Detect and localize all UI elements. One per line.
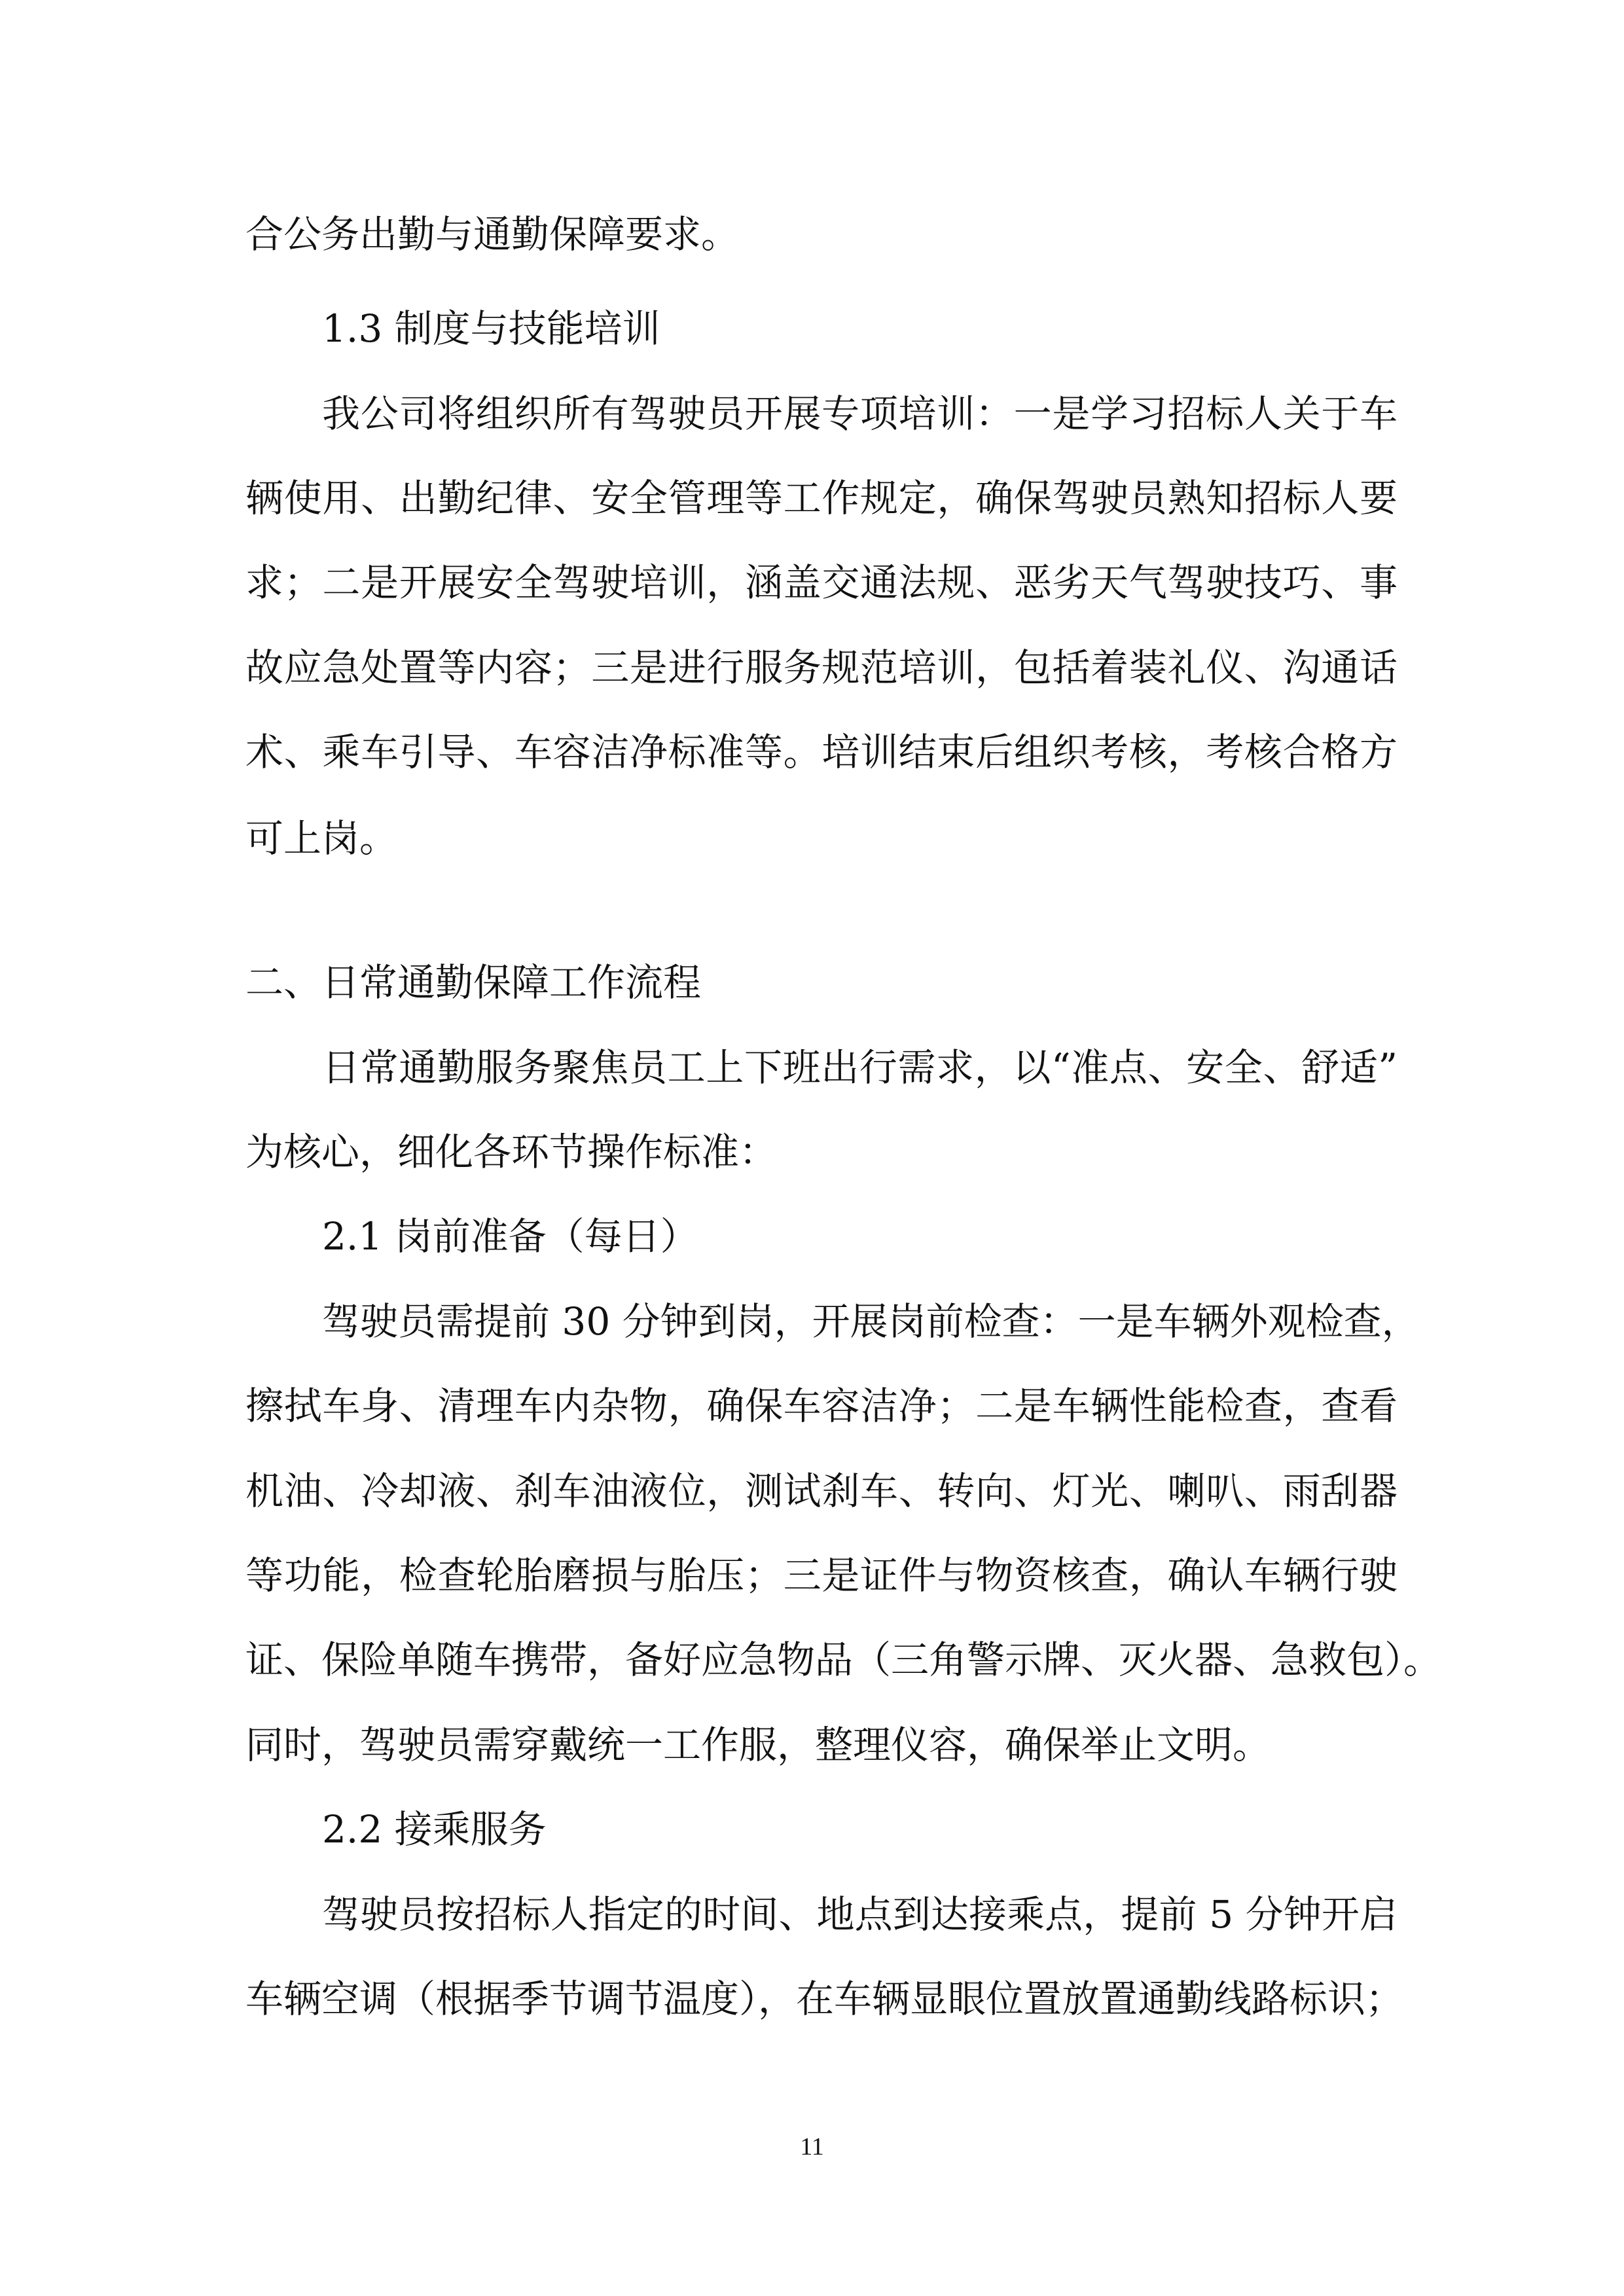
paragraph-line: 我公司将组织所有驾驶员开展专项培训：一是学习招标人关于车 — [322, 391, 1398, 436]
paragraph-line: 故应急处置等内容；三是进行服务规范培训，包括着装礼仪、沟通话 — [245, 645, 1398, 690]
paragraph-line: 术、乘车引导、车容洁净标准等。培训结束后组织考核，考核合格方 — [245, 730, 1398, 774]
paragraph-line: 合公务出勤与通勤保障要求。 — [245, 212, 740, 257]
paragraph-line: 为核心，细化各环节操作标准： — [245, 1130, 778, 1174]
paragraph-line: 车辆空调（根据季节调节温度），在车辆显眼位置放置通勤线路标识； — [245, 1977, 1404, 2021]
paragraph-line: 求；二是开展安全驾驶培训，涵盖交通法规、恶劣天气驾驶技巧、事 — [245, 560, 1398, 605]
section-heading-1-3: 1.3 制度与技能培训 — [322, 306, 660, 351]
paragraph-line: 等功能，检查轮胎磨损与胎压；三是证件与物资核查，确认车辆行驶 — [245, 1553, 1398, 1598]
section-heading-2-1: 2.1 岗前准备（每日） — [322, 1214, 698, 1259]
paragraph-line: 机油、冷却液、刹车油液位，测试刹车、转向、灯光、喇叭、雨刮器 — [245, 1469, 1398, 1513]
paragraph-line: 驾驶员需提前 30 分钟到岗，开展岗前检查：一是车辆外观检查， — [322, 1299, 1420, 1344]
paragraph-line: 驾驶员按招标人指定的时间、地点到达接乘点，提前 5 分钟开启 — [322, 1892, 1398, 1937]
section-heading-2-2: 2.2 接乘服务 — [322, 1807, 547, 1852]
paragraph-line: 擦拭车身、清理车内杂物，确保车容洁净；二是车辆性能检查，查看 — [245, 1384, 1398, 1428]
paragraph-line: 辆使用、出勤纪律、安全管理等工作规定，确保驾驶员熟知招标人要 — [245, 476, 1398, 520]
paragraph-line: 同时，驾驶员需穿戴统一工作服，整理仪容，确保举止文明。 — [245, 1723, 1271, 1767]
paragraph-line: 可上岗。 — [245, 816, 398, 861]
paragraph-line: 日常通勤服务聚焦员工上下班出行需求，以“准点、安全、舒适” — [322, 1045, 1398, 1090]
section-heading-2: 二、日常通勤保障工作流程 — [245, 960, 702, 1005]
paragraph-line: 证、保险单随车携带，备好应急物品（三角警示牌、灭火器、急救包）。 — [245, 1638, 1442, 1682]
page-number: 11 — [800, 2133, 824, 2161]
